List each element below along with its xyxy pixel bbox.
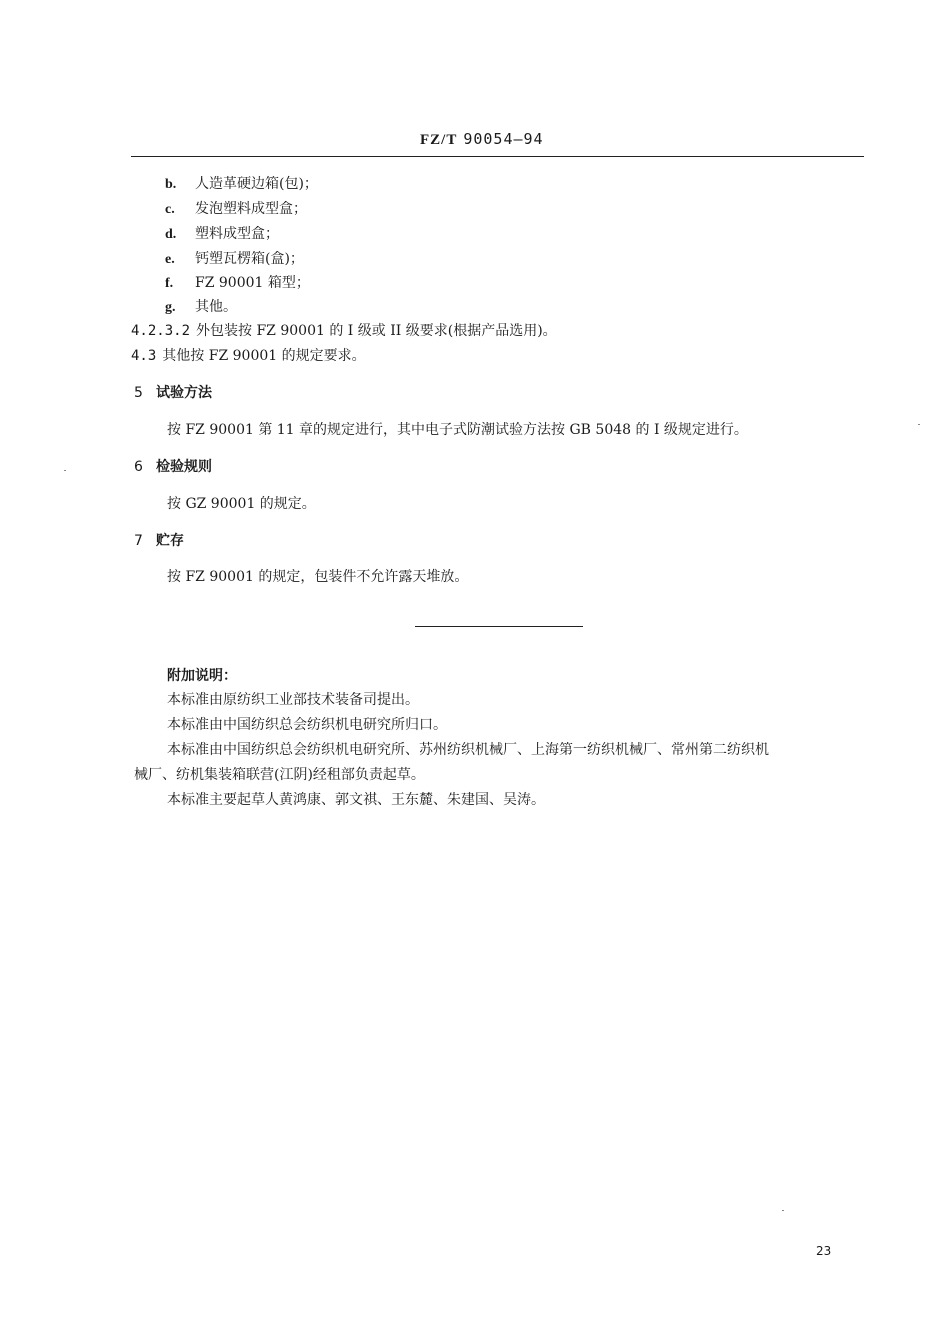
list-item-text: 钙塑瓦楞箱(盒)； <box>195 251 304 267</box>
section-number: 7 <box>134 533 143 549</box>
list-item-letter: e. <box>165 252 175 267</box>
scan-speck <box>918 424 920 425</box>
section-body: 按 GZ 90001 的规定。 <box>167 496 316 512</box>
section-number: 5 <box>134 385 143 401</box>
notes-title: 附加说明： <box>167 668 237 684</box>
scan-speck <box>64 470 66 471</box>
page-header <box>420 130 544 149</box>
list-item <box>165 274 310 293</box>
notes-line: 本标准由中国纺织总会纺织机电研究所归口。 <box>167 717 447 733</box>
clause <box>131 347 366 365</box>
section-heading <box>134 532 184 550</box>
list-item-letter: g. <box>165 300 176 315</box>
section-heading <box>134 384 212 402</box>
standard-code: FZ/T <box>420 132 458 148</box>
section-number: 6 <box>134 459 143 475</box>
section-title: 贮存 <box>156 533 184 549</box>
list-item-text: 人造革硬边箱(包)； <box>195 176 318 192</box>
list-item <box>165 250 304 269</box>
clause-number: 4.2.3.2 <box>131 323 191 339</box>
list-item <box>165 298 237 317</box>
standard-number: 90054—94 <box>463 130 544 148</box>
scan-speck <box>782 1210 784 1211</box>
clause <box>131 322 557 340</box>
list-item-letter: b. <box>165 177 177 192</box>
list-item-text: 塑料成型盒； <box>195 226 279 242</box>
list-item <box>165 225 279 244</box>
end-divider <box>415 626 583 627</box>
section-title: 检验规则 <box>156 459 212 475</box>
list-item-letter: f. <box>165 276 174 291</box>
list-item-letter: d. <box>165 227 177 242</box>
section-body: 按 FZ 90001 第 11 章的规定进行，其中电子式防潮试验方法按 GB 5048 的 I 级规定进行。 <box>167 422 748 438</box>
clause-text: 其他按 FZ 90001 的规定要求。 <box>162 348 366 364</box>
list-item-text: 其他。 <box>195 299 237 315</box>
list-item <box>165 175 318 194</box>
list-item-text: 发泡塑料成型盒； <box>195 201 307 217</box>
notes-line: 本标准主要起草人黄鸿康、郭文祺、王东麓、朱建国、吴涛。 <box>167 792 545 808</box>
section-body: 按 FZ 90001 的规定，包装件不允许露天堆放。 <box>167 569 469 585</box>
section-title: 试验方法 <box>156 385 212 401</box>
notes-line: 械厂、纺机集装箱联营(江阴)经租部负责起草。 <box>134 767 425 783</box>
section-heading <box>134 458 212 476</box>
page-number: 23 <box>816 1244 832 1258</box>
list-item-letter: c. <box>165 202 175 217</box>
clause-text: 外包装按 FZ 90001 的 I 级或 II 级要求(根据产品选用)。 <box>196 323 557 339</box>
header-divider <box>131 156 864 157</box>
clause-number: 4.3 <box>131 348 157 364</box>
list-item-text: FZ 90001 箱型； <box>195 275 310 291</box>
notes-line: 本标准由原纺织工业部技术装备司提出。 <box>167 692 419 708</box>
notes-line: 本标准由中国纺织总会纺织机电研究所、苏州纺织机械厂、上海第一纺织机械厂、常州第二纺织机 <box>167 742 769 758</box>
list-item <box>165 200 307 219</box>
